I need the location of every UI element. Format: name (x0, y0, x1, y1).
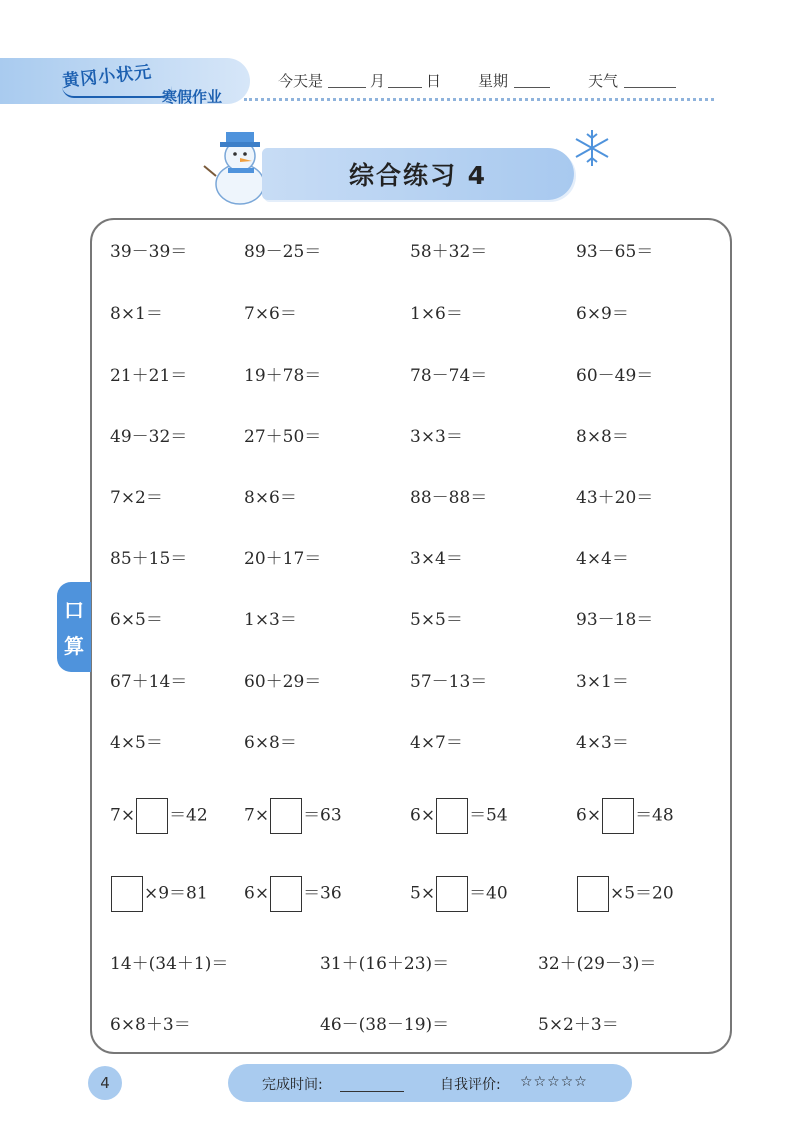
brand-swoosh (62, 86, 172, 98)
answer-box[interactable] (111, 876, 143, 912)
month-blank[interactable] (328, 70, 366, 88)
footer-bar (228, 1064, 632, 1102)
problem: 21＋21＝ (110, 366, 188, 386)
problem: 3×1＝ (576, 672, 629, 692)
problem: 58＋32＝ (410, 242, 488, 262)
problem: 4×5＝ (110, 733, 163, 753)
problem: 78－74＝ (410, 366, 488, 386)
problem: 4×7＝ (410, 733, 463, 753)
problem: 7×6＝ (244, 304, 297, 324)
box-problem: ×9＝81 (110, 876, 208, 904)
problem: 85＋15＝ (110, 549, 188, 569)
problem: 43＋20＝ (576, 488, 654, 508)
answer-box[interactable] (270, 798, 302, 834)
weather-label: 天气 (588, 72, 619, 90)
problem: 93－65＝ (576, 242, 654, 262)
subtitle: 寒假作业 (162, 88, 223, 106)
exercise-frame (90, 218, 732, 1054)
answer-box[interactable] (602, 798, 634, 834)
problem: 6×5＝ (110, 610, 163, 630)
problem: 4×4＝ (576, 549, 629, 569)
problem: 5×5＝ (410, 610, 463, 630)
problem: 60＋29＝ (244, 672, 322, 692)
box-problem: ×5＝20 (576, 876, 674, 904)
day-blank[interactable] (388, 70, 422, 88)
box-problem: 7× ＝63 (244, 798, 342, 826)
long-problem: 6×8＋3＝ (110, 1015, 191, 1035)
rating-stars[interactable]: ☆☆☆☆☆ (520, 1074, 588, 1090)
answer-box[interactable] (577, 876, 609, 912)
box-problem: 6× ＝54 (410, 798, 508, 826)
problem: 39－39＝ (110, 242, 188, 262)
problem: 3×3＝ (410, 427, 463, 447)
box-problem: 6× ＝36 (244, 876, 342, 904)
answer-box[interactable] (270, 876, 302, 912)
long-problem: 14＋(34＋1)＝ (110, 954, 229, 974)
long-problem: 46－(38－19)＝ (320, 1015, 450, 1035)
problem: 8×8＝ (576, 427, 629, 447)
problem: 89－25＝ (244, 242, 322, 262)
weather-blank[interactable] (624, 70, 676, 88)
side-tab-oral-calc (57, 582, 91, 672)
long-problem: 5×2＋3＝ (538, 1015, 619, 1035)
side-tab-char-1: 口 (64, 598, 84, 622)
completion-time-blank[interactable] (340, 1091, 404, 1092)
problem: 3×4＝ (410, 549, 463, 569)
today-label: 今天是 (278, 72, 324, 90)
completion-time-label: 完成时间: (262, 1077, 323, 1093)
page-number: 4 (88, 1066, 122, 1100)
problem: 60－49＝ (576, 366, 654, 386)
problem: 6×9＝ (576, 304, 629, 324)
title-band (262, 148, 574, 200)
problem: 1×6＝ (410, 304, 463, 324)
long-problem: 31＋(16＋23)＝ (320, 954, 450, 974)
day-label: 日 (426, 72, 442, 90)
box-problem: 6× ＝48 (576, 798, 674, 826)
problem: 20＋17＝ (244, 549, 322, 569)
self-eval-label: 自我评价: (440, 1077, 501, 1093)
answer-box[interactable] (136, 798, 168, 834)
problem: 57－13＝ (410, 672, 488, 692)
side-tab-char-2: 算 (64, 634, 84, 658)
problem: 88－88＝ (410, 488, 488, 508)
problem: 6×8＝ (244, 733, 297, 753)
answer-box[interactable] (436, 876, 468, 912)
problem: 67＋14＝ (110, 672, 188, 692)
month-label: 月 (370, 72, 386, 90)
weekday-blank[interactable] (514, 70, 550, 88)
problem: 1×3＝ (244, 610, 297, 630)
box-problem: 5× ＝40 (410, 876, 508, 904)
problem: 93－18＝ (576, 610, 654, 630)
problem: 8×6＝ (244, 488, 297, 508)
problem: 19＋78＝ (244, 366, 322, 386)
problem: 7×2＝ (110, 488, 163, 508)
problem: 4×3＝ (576, 733, 629, 753)
box-problem: 7× ＝42 (110, 798, 208, 826)
page-title: 综合练习 4 (348, 161, 488, 190)
problem: 8×1＝ (110, 304, 163, 324)
problem: 27＋50＝ (244, 427, 322, 447)
long-problem: 32＋(29－3)＝ (538, 954, 657, 974)
answer-box[interactable] (436, 798, 468, 834)
weekday-label: 星期 (478, 72, 509, 90)
snowflake-icon (572, 128, 612, 168)
problem: 49－32＝ (110, 427, 188, 447)
header-dotted-line (244, 98, 714, 101)
brand-logo: 黄冈小状元 (61, 62, 154, 92)
date-line (278, 70, 698, 94)
